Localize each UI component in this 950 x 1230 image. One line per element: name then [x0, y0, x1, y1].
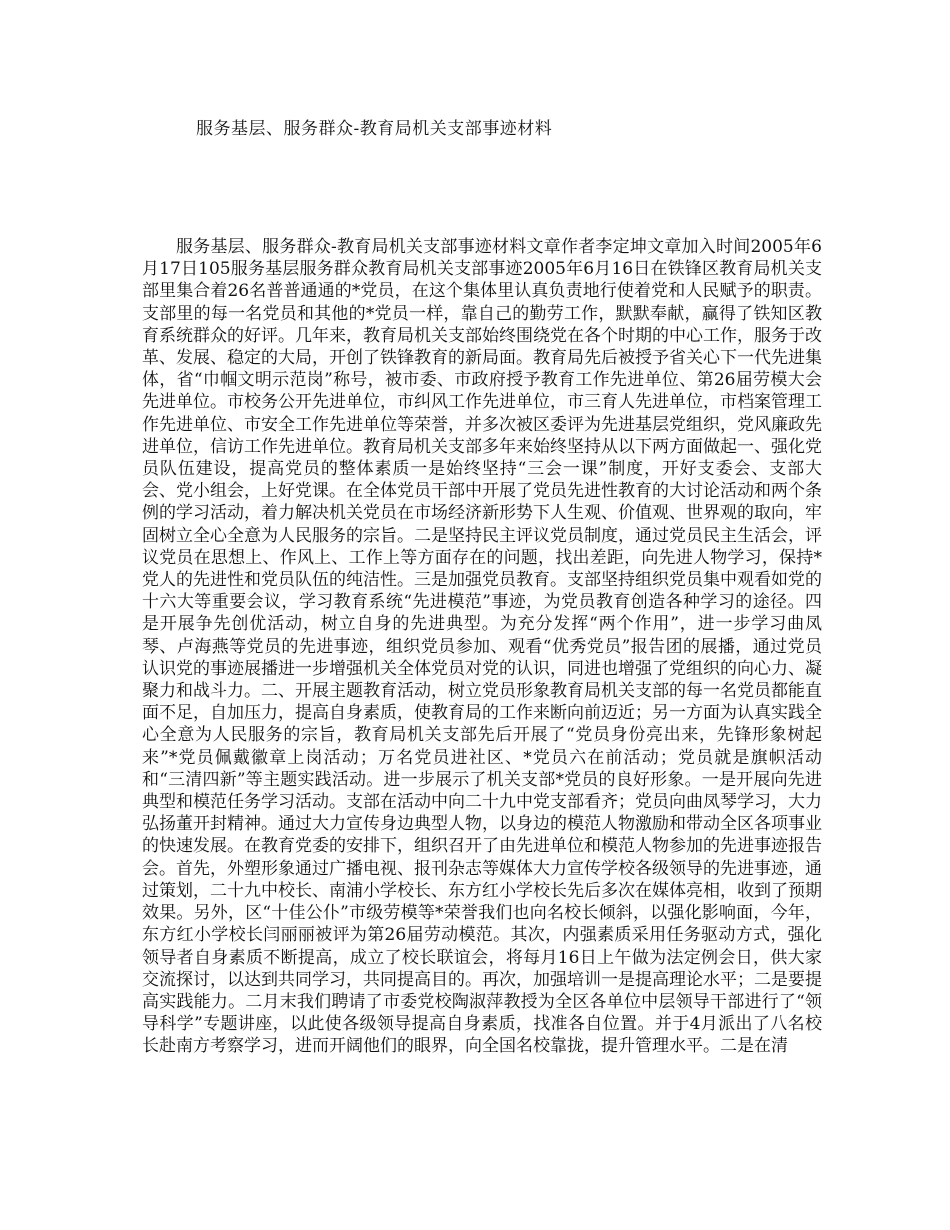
- document-body: 服务基层、服务群众-教育局机关支部事迹材料文章作者李定坤文章加入时间2005年6月17日105服务基层服务群众教育局机关支部事迹2005年6月16日在铁锋区教育局机关支部里集合着26名普普通通的*党员，在这个集体里认真负责地行使着党和人民赋予的职责。支部里的每一名党员和其他的*党员一样，靠自己的勤劳工作，默默奉献，赢得了铁知区教育系统群众的好评。几年来，教育局机关支部始终围绕党在各个时期的中心工作，服务于改革、发展、稳定的大局，开创了铁锋教育的新局面。教育局先后被授予省关心下一代先进集体，省“巾帼文明示范岗”称号，被市委、市政府授予教育工作先进单位、第26届劳模大会先进单位。市校务公开先进单位，市纠风工作先进单位，市三育人先进单位，市档案管理工作先进单位、市安全工作先进单位等荣誉，并多次被区委评为先进基层党组织，党风廉政先进单位，信访工作先进单位。教育局机关支部多年来始终坚持从以下两方面做起一、强化党员队伍建设，提高党员的整体素质一是始终坚持“三会一课”制度，开好支委会、支部大会、党小组会，上好党课。在全体党员干部中开展了党员先进性教育的大讨论活动和两个条例的学习活动，着力解决机关党员在市场经济新形势下人生观、价值观、世界观的取向，牢固树立全心全意为人民服务的宗旨。二是坚持民主评议党员制度，通过党员民主生活会，评议党员在思想上、作风上、工作上等方面存在的问题，找出差距，向先进人物学习，保持*党人的先进性和党员队伍的纯洁性。三是加强党员教育。支部坚持组织党员集中观看如党的十六大等重要会议，学习教育系统“先进模范”事迹，为党员教育创造各种学习的途径。四是开展争先创优活动，树立自身的先进典型。为充分发挥“两个作用”，进一步学习曲凤琴、卢海燕等党员的先进事迹，组织党员参加、观看“优秀党员”报告团的展播，通过党员认识党的事迹展播进一步增强机关全体党员对党的认识，同进也增强了党组织的向心力、凝聚力和战斗力。二、开展主题教育活动，树立党员形象教育局机关支部的每一名党员都能直面不足，自加压力，提高自身素质，使教育局的工作来断向前迈近；另一方面为认真实践全心全意为人民服务的宗旨，教育局机关支部先后开展了“党员身份亮出来，先锋形象树起来”*党员佩戴徽章上岗活动；万名党员进社区、*党员六在前活动；党员就是旗帜活动和“三清四新”等主题实践活动。进一步展示了机关支部*党员的良好形象。一是开展向先进典型和模范任务学习活动。支部在活动中向二十九中党支部看齐；党员向曲凤琴学习，大力弘扬董开封精神。通过大力宣传身边典型人物，以身边的模范人物激励和带动全区各项事业的快速发展。在教育党委的安排下，组织召开了由先进单位和模范人物参加的先进事迹报告会。首先，外塑形象通过广播电视、报刊杂志等媒体大力宣传学校各级领导的先进事迹，通过策划，二十九中校长、南浦小学校长、东方红小学校长先后多次在媒体亮相，收到了预期效果。另外，区“十佳公仆”市级劳模等*荣誉我们也向名校长倾斜，以强化影响面，今年，东方红小学校长闫丽丽被评为第26届劳动模范。其次，内强素质采用任务驱动方式，强化领导者自身素质不断提高，成立了校长联谊会，将每月16日上午做为法定例会日，供大家交流探讨，以达到共同学习，共同提高目的。再次，加强培训一是提高理论水平；二是要提高实践能力。二月末我们聘请了市委党校陶淑萍教授为全区各单位中层领导干部进行了“领导科学”专题讲座，以此使各级领导提高自身素质，找准各自位置。并于4月派出了八名校长赴南方考察学习，进而开阔他们的眼界，向全国名校靠拢，提升管理水平。二是在清: [142, 237, 822, 1057]
- document-title: 服务基层、服务群众-教育局机关支部事迹材料: [196, 119, 553, 139]
